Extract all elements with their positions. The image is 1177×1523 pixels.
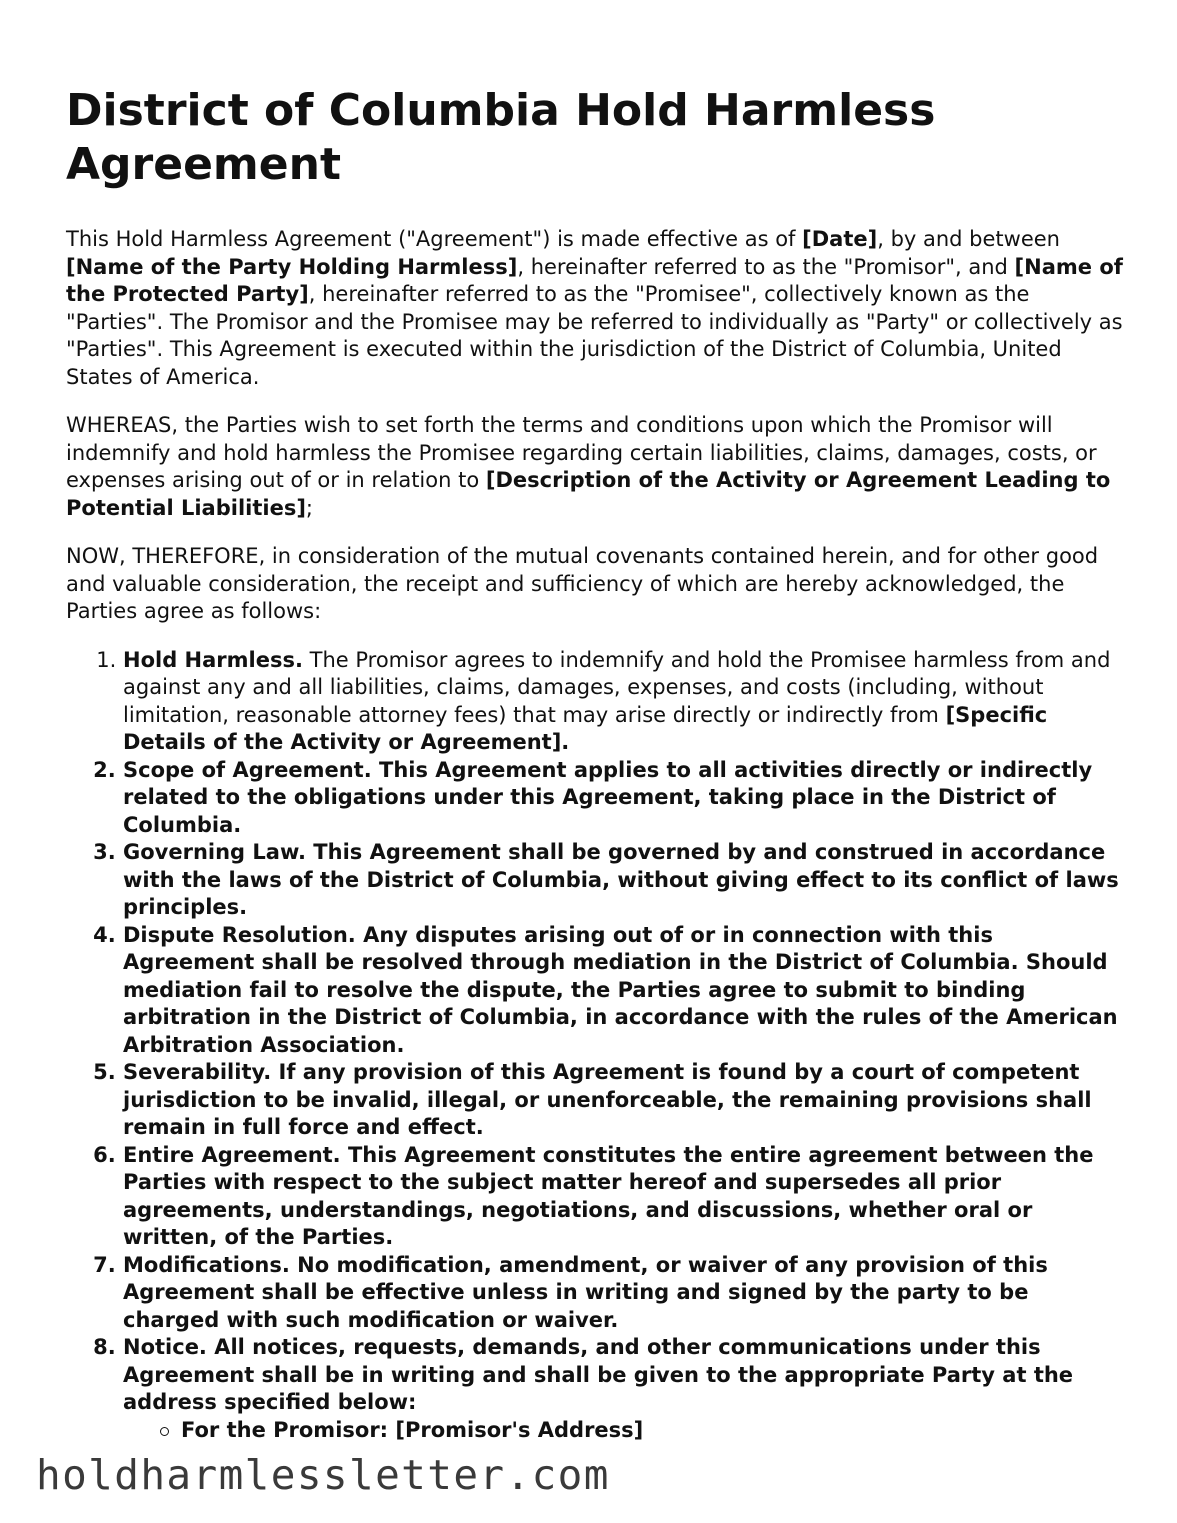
notice-text: Notice. All notices, requests, demands, and other communications under this Agreement shall be in writing and shall be given to the appropriate Party at the address specified below:: [123, 1335, 1074, 1414]
term-modifications: 7. Modifications. No modification, amendment, or waiver of any provision of this Agreement shall be effective unless in writing and signed by the party to be charged with such modification or waiver.: [123, 1252, 1126, 1335]
promisee-name-placeholder: [Name of the Protected Party]: [66, 254, 1123, 306]
term-entire-agreement: 6. Entire Agreement. This Agreement constitutes the entire agreement between the Parties with respect to the subject matter hereof and supersedes all prior agreements, understandings, negotiations, and discussions, whether oral or written, of the Parties.: [123, 1142, 1126, 1252]
date-placeholder: [Date]: [802, 227, 878, 251]
promisor-name-placeholder: [Name of the Party Holding Harmless]: [66, 254, 518, 279]
term-scope: 2. Scope of Agreement. This Agreement applies to all activities directly or indirectly related to the obligations under this Agreement, taking place in the District of Columbia.: [123, 757, 1126, 840]
watermark-text: holdharmlessletter.com: [36, 1451, 610, 1499]
intro-text-3: , hereinafter referred to as the "Promisor", and: [517, 254, 1015, 279]
term-notice: [123, 1334, 1126, 1444]
document-title: District of Columbia Hold Harmless Agreement: [66, 85, 936, 190]
intro-text-4: , hereinafter referred to as the "Promisee", collectively known as the "Parties". The Promisor and the Promisee may be referred to individually as "Party" or collectively as "Parties". This Agreement is executed within the jurisdiction of the District of Columbia, United States of America.: [66, 282, 1123, 389]
intro-text-2: , by and between: [877, 227, 1060, 251]
term-text: The Promisor agrees to indemnify and hold the Promisee harmless from and against any and all liabilities, claims, damages, expenses, and costs (including, without limitation, reasonable attorney fees) that may arise directly or indirectly from: [123, 647, 1111, 727]
intro-paragraph: [66, 226, 1126, 391]
term-governing-law: 3. Governing Law. This Agreement shall be governed by and construed in accordance with the laws of the District of Columbia, without giving effect to its conflict of laws principles.: [123, 839, 1126, 922]
term-dispute-resolution: 4. Dispute Resolution. Any disputes arising out of or in connection with this Agreement shall be resolved through mediation in the District of Columbia. Should mediation fail to resolve the dispute, the Parties agree to submit to binding arbitration in the District of Columbia, in accordance with the rules of the American Arbitration Association.: [123, 922, 1126, 1060]
activity-placeholder: [Description of the Activity or Agreement Leading to Potential Liabilities]: [66, 468, 1111, 520]
whereas-paragraph: [66, 412, 1126, 522]
specific-details-placeholder: [Specific Details of the Activity or Agreement].: [123, 702, 1048, 754]
term-hold-harmless: [123, 647, 1126, 757]
intro-text-1: This Hold Harmless Agreement ("Agreement") is made effective as of: [66, 227, 803, 251]
notice-address-list: [123, 1417, 1126, 1445]
document-page: [66, 84, 1126, 1444]
terms-list: [66, 647, 1126, 1445]
whereas-text: WHEREAS, the Parties wish to set forth the terms and conditions upon which the Promisor will indemnify and hold harmless the Promisee regarding certain liabilities, claims, damages, costs, or expenses arising out of or in relation to: [66, 413, 1097, 492]
term-severability: 5. Severability. If any provision of this Agreement is found by a court of competent jurisdiction to be invalid, illegal, or unenforceable, the remaining provisions shall remain in full force and effect.: [123, 1059, 1126, 1142]
whereas-end: ;: [305, 495, 313, 520]
now-therefore-paragraph: NOW, THEREFORE, in consideration of the mutual covenants contained herein, and for other good and valuable consideration, the receipt and sufficiency of which are hereby acknowledged, the Parties agree as follows:: [66, 544, 1099, 623]
notice-promisor-address: For the Promisor: [Promisor's Address]: [181, 1417, 1126, 1445]
term-heading: Hold Harmless.: [123, 647, 303, 672]
